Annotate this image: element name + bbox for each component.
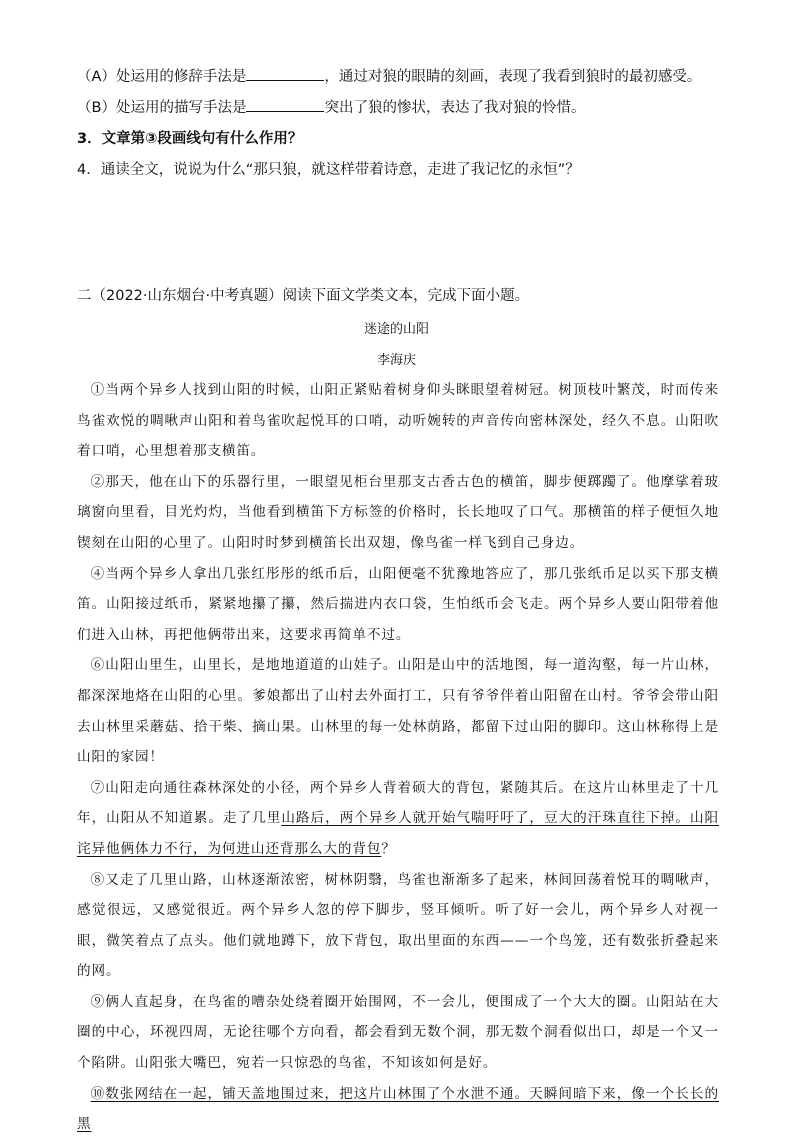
paragraph-7-plain: ⑦山阳走向通往森林深处的小径，两个异乡人背着硕大的背包，紧随其后。在这片山林里走了十几年，山阳从不知道累。走了几里 bbox=[77, 779, 719, 827]
question-4: 4．通读全文，说说为什么“那只狼，就这样带着诗意，走进了我记忆的永恒”？ bbox=[77, 162, 580, 178]
question-a-prefix: （A）处运用的修辞手法是 bbox=[77, 69, 247, 85]
article-body bbox=[77, 375, 719, 1140]
paragraph-4: ④当两个异乡人拿出几张红彤彤的纸币后，山阳便毫不犹豫地答应了，那几张纸币足以买下那支横笛。山阳接过纸币，紧紧地攥了攥，然后揣进内衣口袋，生怕纸币会飞走。两个异乡人要山阳带着他们进入山林，再把他俩带出来，这要求再简单不过。 bbox=[77, 565, 719, 643]
answer-blank-b[interactable] bbox=[246, 97, 324, 112]
article-title: 迷途的山阳 bbox=[363, 322, 429, 337]
paragraph-7-end: ？ bbox=[381, 840, 396, 857]
question-a bbox=[77, 66, 701, 87]
question-a-suffix: ，通过对狼的眼睛的刻画，表现了我看到狼时的最初感受。 bbox=[324, 69, 702, 85]
paragraph-10: ⑩数张网结在一起，铺天盖地围过来，把这片山林围了个水泄不通。天瞬间暗下来，像一个长长的黑 bbox=[77, 1085, 719, 1133]
paragraph-1: ①当两个异乡人找到山阳的时候，山阳正紧贴着树身仰头眯眼望着树冠。树顶枝叶繁茂，时而传来鸟雀欢悦的啁啾声山阳和着鸟雀吹起悦耳的口哨，动听婉转的声音传向密林深处，经久不息。山阳吹着口哨，心里想着那支横笛。 bbox=[77, 382, 719, 460]
question-b-suffix: 突出了狼的惨状，表达了我对狼的怜惜。 bbox=[324, 100, 586, 116]
paragraph-7 bbox=[77, 773, 719, 865]
section-two-header: 二（2022·山东烟台·中考真题）阅读下面文学类文本，完成下面小题。 bbox=[77, 288, 530, 304]
question-b-prefix: （B）处运用的描写手法是 bbox=[77, 100, 247, 116]
paragraph-7-underlined: 山路后，两个异乡人就开始气喘吁吁了，豆大的汗珠直往下掉。山阳诧异他俩体力不行，为何进山还背那么大的背包 bbox=[77, 810, 719, 857]
answer-blank-a[interactable] bbox=[246, 66, 324, 81]
paragraph-9: ⑨俩人直起身，在鸟雀的嘈杂处绕着圈开始围网，不一会儿，便围成了一个大大的圈。山阳站在大圈的中心，环视四周，无论往哪个方向看，都会看到无数个洞，那无数个洞看似出口，却是一个又一个陷阱。山阳张大嘴巴，宛若一只惊恐的鸟雀，不知该如何是好。 bbox=[77, 993, 719, 1072]
question-b bbox=[77, 97, 585, 118]
paragraph-6: ⑥山阳山里生，山里长，是地地道道的山娃子。山阳是山中的活地图，每一道沟壑，每一片山林，都深深地烙在山阳的心里。爹娘都出了山村去外面打工，只有爷爷伴着山阳留在山村。爷爷会带山阳去山林里采蘑菇、拾干柴、摘山果。山林里的每一处林荫路，都留下过山阳的脚印。这山林称得上是山阳的家园！ bbox=[77, 657, 719, 766]
paragraph-8: ⑧又走了几里山路，山林逐渐浓密，树林阴翳，鸟雀也渐渐多了起来，林间回荡着悦耳的啁啾声，感觉很远，又感觉很近。两个异乡人忽的停下脚步，竖耳倾听。听了好一会儿，两个异乡人对视一眼，微笑着点了点头。他们就地蹲下，放下背包，取出里面的东西——一个鸟笼，还有数张折叠起来的网。 bbox=[77, 871, 719, 980]
paragraph-2: ②那天，他在山下的乐器行里，一眼望见柜台里那支古香古色的横笛，脚步便踯躅了。他摩挲着玻璃窗向里看，目光灼灼，当他看到横笛下方标签的价格时，长长地叹了口气。那横笛的样子便恒久地锲刻在山阳的心里了。山阳时时梦到横笛长出双翅，像鸟雀一样飞到自己身边。 bbox=[77, 473, 719, 551]
article-author: 李海庆 bbox=[376, 353, 416, 368]
question-3: 3．文章第③段画线句有什么作用？ bbox=[77, 131, 303, 147]
